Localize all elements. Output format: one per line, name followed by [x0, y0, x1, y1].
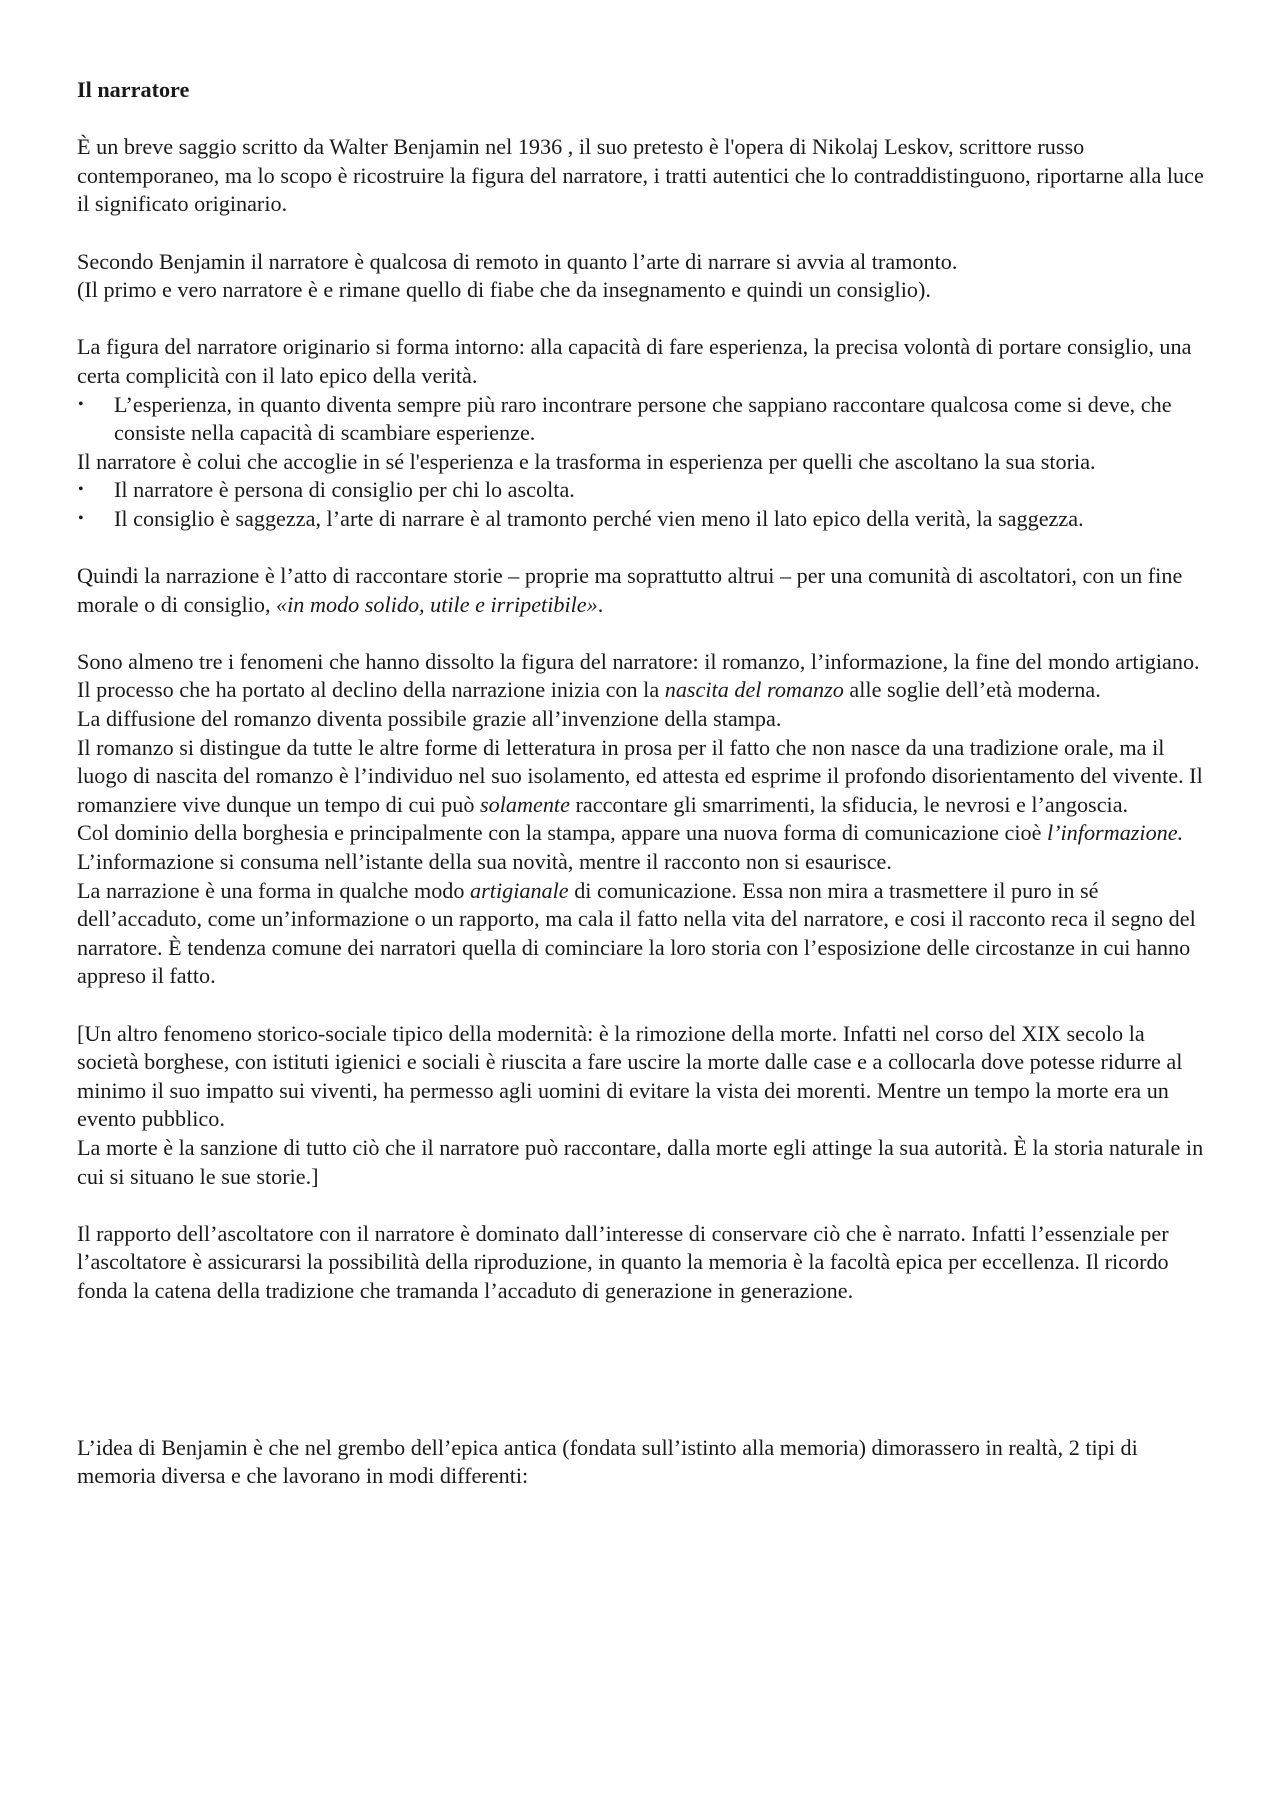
bullet-icon: •	[78, 509, 84, 527]
paragraph-three-phenomena: Sono almeno tre i fenomeni che hanno dissolto la figura del narratore: il romanzo, l’informazione, la fine del mondo artigiano.	[77, 648, 1200, 674]
list-item	[77, 476, 1207, 505]
paragraph-death-removal: [Un altro fenomeno storico-sociale tipico della modernità: è la rimozione della morte. Infatti nel corso del XIX secolo la società borghese, con istituti igienici e sociali è riuscita a fare uscire la morte dalle case e a collocarla dove potesse ridurre al minimo il suo impatto sui viventi, ha permesso agli uomini di evitare la vista dei morenti. Mentre un tempo la morte era un evento pubblico.	[77, 1020, 1183, 1132]
paragraph-decline	[77, 676, 1207, 705]
emphasis-span: l’informazione.	[1046, 820, 1184, 846]
bullet-icon: •	[78, 395, 84, 413]
paragraph-narrator-experience: Il narratore è colui che accoglie in sé l'esperienza e la trasforma in esperienza per quelli che ascoltano la sua storia.	[77, 448, 1096, 474]
text-span: L’informazione si consuma nell’istante della sua novità, mentre il racconto non si esaurisce.	[77, 849, 892, 875]
paragraph-death-sanction: La morte è la sanzione di tutto ciò che il narratore può raccontare, dalla morte egli attinge la sua autorità. È la storia naturale in cui si situano le sue storie.]	[77, 1134, 1204, 1189]
paragraph-narration-definition	[77, 562, 1207, 619]
paragraph-information	[77, 819, 1207, 876]
list-item-text: Il consiglio è saggezza, l’arte di narrare è al tramonto perché vien meno il lato epico della verità, la saggezza.	[114, 505, 1084, 531]
text-span: Quindi la narrazione è l’atto di raccontare storie – proprie ma soprattutto altrui – per una comunità di ascoltatori, con un fine morale o di consiglio,	[77, 563, 1183, 617]
spacer	[77, 619, 1207, 648]
bullet-icon: •	[78, 481, 84, 499]
paragraph-first-narrator: (Il primo e vero narratore è e rimane quello di fiabe che da insegnamento e quindi un consiglio).	[77, 277, 931, 303]
text-span: La narrazione è una forma in qualche modo	[77, 877, 471, 903]
list-item	[77, 505, 1207, 534]
text-span: Col dominio della borghesia e principalmente con la stampa, appare una nuova forma di comunicazione cioè	[77, 820, 1047, 846]
spacer	[77, 1191, 1207, 1220]
text-span: di comunicazione. Essa non mira a trasmettere il puro in sé dell’accaduto, come un’informazione o un rapporto, ma cala il fatto nella vita del narratore, e cosi il racconto reca il segno del narratore. È tendenza comune dei narratori quella di cominciare la loro storia con l’esposizione delle circostanze in cui hanno appreso il fatto.	[77, 877, 1196, 989]
document-page	[77, 76, 1207, 1491]
text-span: .	[597, 591, 604, 617]
paragraph-remote-narrator: Secondo Benjamin il narratore è qualcosa di remoto in quanto l’arte di narrare si avvia al tramonto.	[77, 248, 958, 274]
paragraph-novel	[77, 734, 1207, 820]
list-item-text: Il narratore è persona di consiglio per chi lo ascolta.	[114, 477, 575, 503]
list-item	[77, 391, 1207, 448]
bullet-list-advice	[77, 476, 1207, 533]
list-item-text: L’esperienza, in quanto diventa sempre più raro incontrare persone che sappiano raccontare qualcosa come si deve, che consiste nella capacità di scambiare esperienze.	[114, 391, 1172, 446]
spacer	[77, 534, 1207, 563]
spacer	[77, 105, 1207, 134]
emphasis-span: solamente	[479, 791, 570, 817]
paragraph-two-memories: L’idea di Benjamin è che nel grembo dell’epica antica (fondata sull’istinto alla memoria) dimorassero in realtà, 2 tipi di memoria diversa e che lavorano in modi differenti:	[77, 1434, 1138, 1489]
paragraph-listener: Il rapporto dell’ascoltatore con il narratore è dominato dall’interesse di conservare ciò che è narrato. Infatti l’essenziale per l’ascoltatore è assicurarsi la possibilità della riproduzione, in quanto la memoria è la facoltà epica per eccellenza. Il ricordo fonda la catena della tradizione che tramanda l’accaduto di generazione in generazione.	[77, 1220, 1169, 1303]
quote-span: «in modo solido, utile e irripetibile»	[276, 591, 598, 617]
document-title: Il narratore	[77, 77, 190, 102]
emphasis-span: artigianale	[470, 877, 569, 903]
text-span: alle soglie dell’età moderna.	[843, 677, 1101, 703]
spacer	[77, 991, 1207, 1020]
paragraph-printing: La diffusione del romanzo diventa possibile grazie all’invenzione della stampa.	[77, 706, 782, 732]
bullet-list-experience	[77, 391, 1207, 448]
paragraph-intro: È un breve saggio scritto da Walter Benjamin nel 1936 , il suo pretesto è l'opera di Nikolaj Leskov, scrittore russo contemporaneo, ma lo scopo è ricostruire la figura del narratore, i tratti autentici che lo contraddistinguono, riportarne alla luce il significato originario.	[77, 134, 1204, 217]
spacer	[77, 305, 1207, 334]
paragraph-original-figure: La figura del narratore originario si forma intorno: alla capacità di fare esperienza, la precisa volontà di portare consiglio, una certa complicità con il lato epico della verità.	[77, 334, 1192, 388]
text-span: raccontare gli smarrimenti, la sfiducia, le nevrosi e l’angoscia.	[569, 791, 1129, 817]
emphasis-span: nascita del romanzo	[664, 677, 844, 703]
text-span: Il processo che ha portato al declino della narrazione inizia con la	[77, 677, 665, 703]
spacer	[77, 1306, 1207, 1434]
text-span: Il romanzo si distingue da tutte le altre forme di letteratura in prosa per il fatto che non nasce da una tradizione orale, ma il luogo di nascita del romanzo è l’individuo nel suo isolamento, ed attesta ed esprime il profondo disorientamento del vivente. Il romanziere vive dunque un tempo di cui può	[77, 734, 1203, 817]
paragraph-artisanal	[77, 877, 1207, 991]
spacer	[77, 219, 1207, 248]
